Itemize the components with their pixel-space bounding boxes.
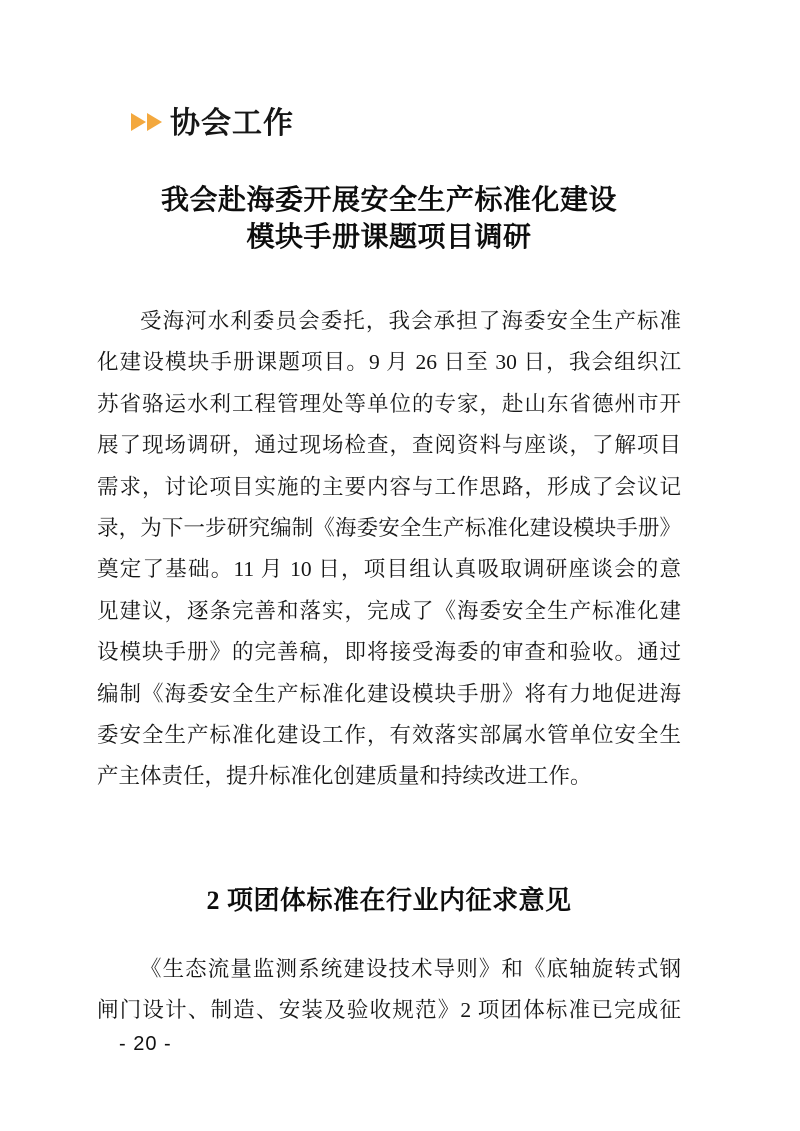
article2-title: 2 项团体标准在行业内征求意见	[206, 886, 572, 915]
article1-body	[97, 301, 681, 798]
body-line: 展了现场调研，通过现场检查，查阅资料与座谈，了解项目	[97, 433, 681, 458]
body-line: 录，为下一步研究编制《海委安全生产标准化建设模块手册》	[97, 515, 681, 540]
body-line: 苏省骆运水利工程管理处等单位的专家，赴山东省德州市开	[97, 391, 681, 416]
right-triangle-icon	[131, 113, 146, 131]
body-line: 产主体责任，提升标准化创建质量和持续改进工作。	[97, 764, 592, 789]
page-number: - 20 -	[119, 1033, 172, 1055]
body-line: 委安全生产标准化建设工作，有效落实部属水管单位安全生	[97, 722, 681, 747]
section-header	[131, 98, 294, 142]
article2-body	[97, 949, 681, 1032]
body-line: 见建议，逐条完善和落实，完成了《海委安全生产标准化建	[97, 598, 681, 623]
body-line: 需求，讨论项目实施的主要内容与工作思路，形成了会议记	[97, 474, 681, 499]
body-line: 受海河水利委员会委托，我会承担了海委安全生产标准	[140, 309, 681, 333]
article1-title	[97, 182, 681, 256]
body-line: 化建设模块手册课题项目。9 月 26 日至 30 日，我会组织江	[97, 350, 681, 375]
body-line: 《生态流量监测系统建设技术导则》和《底轴旋转式钢	[140, 957, 681, 981]
right-triangle-icon	[147, 113, 162, 131]
article1-title-line2: 模块手册课题项目调研	[246, 222, 532, 253]
body-line: 设模块手册》的完善稿，即将接受海委的审查和验收。通过	[97, 640, 681, 665]
body-line: 编制《海委安全生产标准化建设模块手册》将有力地促进海	[97, 681, 681, 706]
article1-title-line1: 我会赴海委开展安全生产标准化建设	[160, 185, 617, 216]
body-line: 闸门设计、制造、安装及验收规范》2 项团体标准已完成征	[97, 998, 681, 1023]
double-right-arrow-icon	[131, 113, 163, 131]
section-header-label: 协会工作	[170, 107, 294, 140]
body-line: 奠定了基础。11 月 10 日，项目组认真吸取调研座谈会的意	[97, 557, 681, 582]
